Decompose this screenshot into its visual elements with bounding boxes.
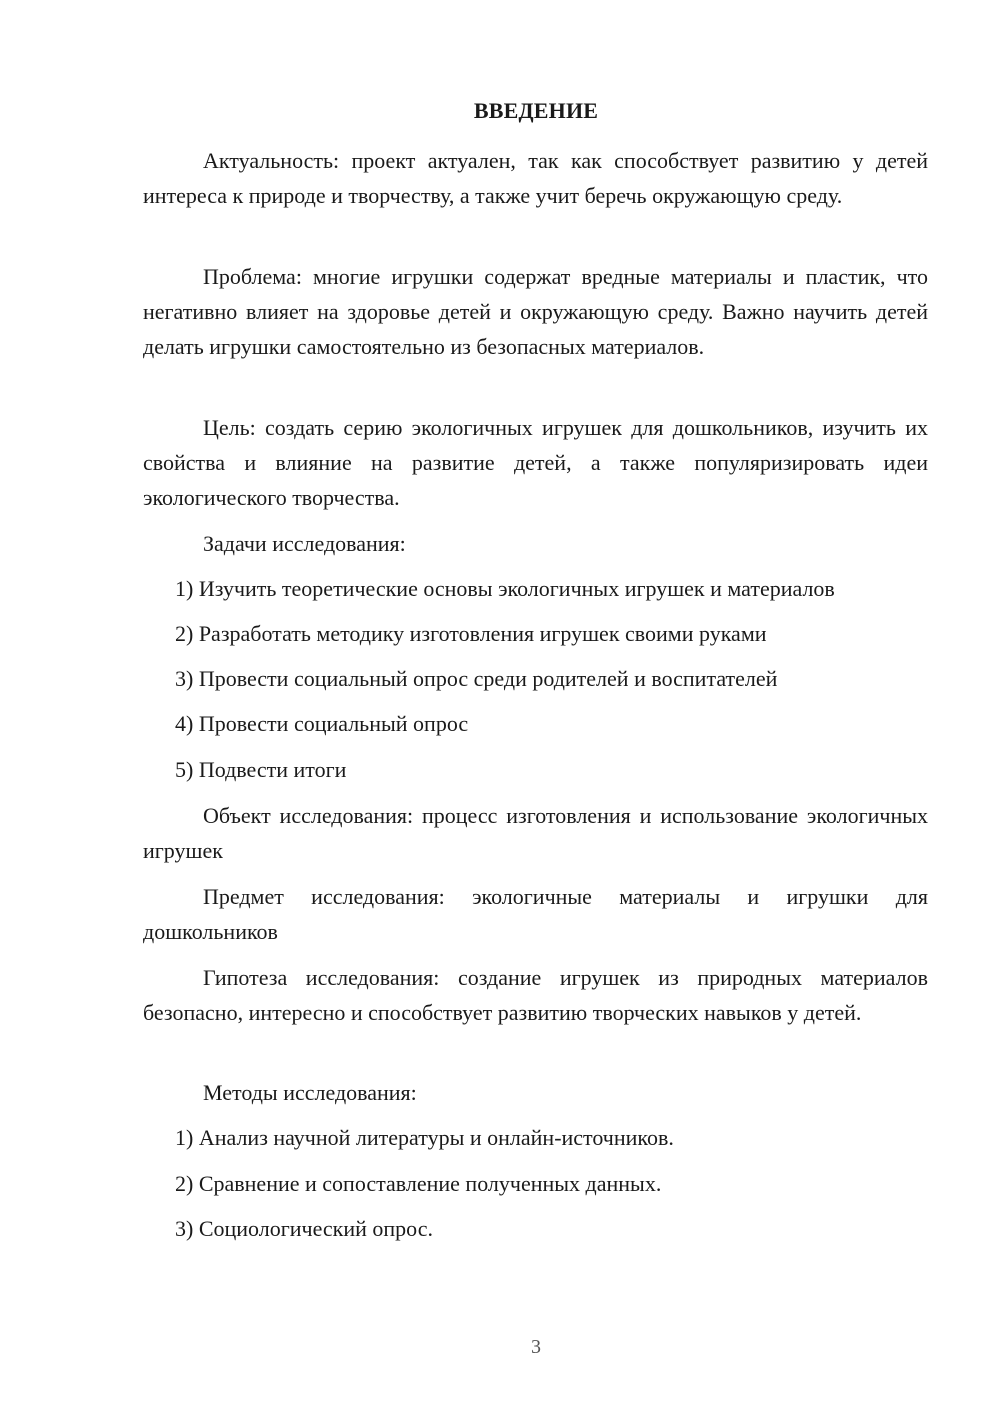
subject-paragraph: Предмет исследования: экологичные материалы и игрушки для дошкольников xyxy=(143,884,928,944)
task-item: 5) Подвести итоги xyxy=(175,757,347,782)
hypothesis-paragraph: Гипотеза исследования: создание игрушек из природных материалов безопасно, интересно и способствует развитию творческих навыков у детей. xyxy=(143,965,928,1025)
task-item: 4) Провести социальный опрос xyxy=(175,711,469,736)
page-number: 3 xyxy=(531,1336,541,1358)
method-item: 3) Социологический опрос. xyxy=(175,1216,433,1241)
task-item: 1) Изучить теоретические основы экологичных игрушек и материалов xyxy=(175,576,835,601)
page-title: ВВЕДЕНИЕ xyxy=(473,98,599,123)
goal-paragraph: Цель: создать серию экологичных игрушек для дошкольников, изучить их свойства и влияние на развитие детей, а также популяризировать идеи экологического творчества. xyxy=(143,415,928,510)
object-paragraph: Объект исследования: процесс изготовления и использование экологичных игрушек xyxy=(143,803,928,863)
method-item: 1) Анализ научной литературы и онлайн-источников. xyxy=(175,1125,674,1150)
method-item: 2) Сравнение и сопоставление полученных данных. xyxy=(175,1171,662,1196)
task-item: 3) Провести социальный опрос среди родителей и воспитателей xyxy=(175,666,778,691)
tasks-heading: Задачи исследования: xyxy=(203,531,406,556)
task-item: 2) Разработать методику изготовления игрушек своими руками xyxy=(175,621,767,646)
methods-heading: Методы исследования: xyxy=(203,1080,417,1105)
problem-paragraph: Проблема: многие игрушки содержат вредные материалы и пластик, что негативно влияет на здоровье детей и окружающую среду. Важно научить детей делать игрушки самостоятельно из безопасных материалов. xyxy=(143,264,928,359)
relevance-paragraph: Актуальность: проект актуален, так как способствует развитию у детей интереса к природе и творчеству, а также учит беречь окружающую среду. xyxy=(143,148,928,208)
